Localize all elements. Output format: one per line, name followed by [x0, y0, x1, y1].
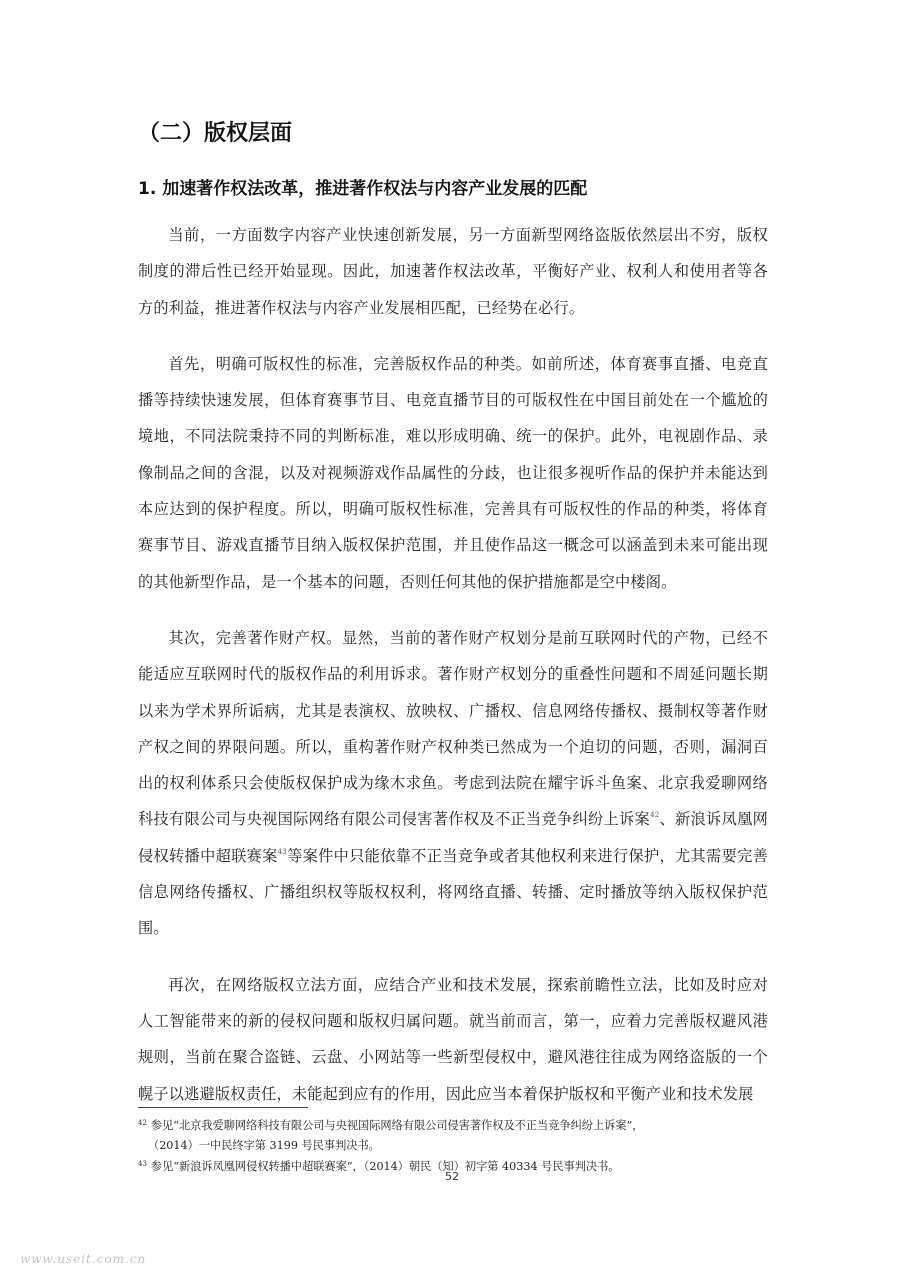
footnote-ref-43[interactable]: 43: [277, 847, 287, 856]
footnote-separator: [138, 1107, 308, 1108]
paragraph-1: 当前，一方面数字内容产业快速创新发展，另一方面新型网络盗版依然层出不穷，版权制度的滞后性已经开始显现。因此，加速著作权法改革，平衡好产业、权利人和使用者等各方的利益，推进著作权法与内容产业发展相匹配，已经势在必行。: [138, 226, 768, 317]
paragraph-3: [138, 620, 768, 947]
paragraph-4: 再次，在网络版权立法方面，应结合产业和技术发展，探索前瞻性立法，比如及时应对人工智能带来的新的侵权问题和版权归属问题。就当前而言，第一，应着力完善版权避风港规则，当前在聚合盗链、云盘、小网站等一些新型侵权中，避风港往往成为网络盗版的一个幌子以逃避版权责任，未能起到应有的作用，因此应当本着保护版权和平衡产业和技术发展: [138, 975, 768, 1103]
footnotes: [138, 1114, 778, 1177]
paragraph-3-part-a: 其次，完善著作财产权。显然，当前的著作财产权划分是前互联网时代的产物，已经不能适应互联网时代的版权作品的利用诉求。著作财产权划分的重叠性问题和不周延问题长期以来为学术界所诟病，尤其是表演权、放映权、广播权、信息网络传播权、摄制权等著作财产权之间的界限问题。所以，重构著作财产权种类已然成为一个迫切的问题，否则，漏洞百出的权利体系只会使版权保护成为缘木求鱼。考虑到法院在耀宇诉斗鱼案、北京我爱聊网络科技有限公司与央视国际网络有限公司侵害著作权及不正当竞争纠纷上诉案: [138, 628, 768, 829]
footnote-ref-42[interactable]: 42: [650, 811, 660, 820]
watermark: www.useit.com.cn: [20, 1252, 147, 1266]
footnote-43-mark: 43: [138, 1160, 147, 1168]
body-text: [138, 217, 768, 1132]
footnote-42-mark: 42: [138, 1119, 147, 1127]
section-title: （二）版权层面: [138, 121, 293, 146]
paragraph-2: 首先，明确可版权性的标准，完善版权作品的种类。如前所述，体育赛事直播、电竞直播等持续快速发展，但体育赛事节目、电竞直播节目的可版权性在中国目前处在一个尴尬的境地，不同法院秉持不同的判断标准，难以形成明确、统一的保护。此外，电视剧作品、录像制品之间的含混，以及对视频游戏作品属性的分歧，也让很多视听作品的保护并未能达到本应达到的保护程度。所以，明确可版权性标准，完善具有可版权性的作品的种类，将体育赛事节目、游戏直播节目纳入版权保护范围，并且使作品这一概念可以涵盖到未来可能出现的其他新型作品，是一个基本的问题，否则任何其他的保护措施都是空中楼阁。: [138, 354, 768, 591]
footnote-42: [138, 1114, 778, 1136]
footnote-42-continuation: （2014）一中民终字第 3199 号民事判决书。: [148, 1138, 380, 1152]
paragraph-3-part-b: 、新浪诉凤凰网侵权转播中超联赛案: [138, 810, 768, 865]
footnote-43-text: 参见“新浪诉凤凰网侵权转播中超联赛案”，（2014）朝民（知）初字第 40334 号民事判决书。: [150, 1160, 620, 1173]
paragraph-3-part-c: 等案件中只能依靠不正当竞争或者其他权利来进行保护，尤其需要完善信息网络传播权、广播组织权等版权权利，将网络直播、转播、定时播放等纳入版权保护范围。: [138, 846, 768, 938]
page-number: 52: [445, 1170, 459, 1183]
subsection-title: 1. 加速著作权法改革，推进著作权法与内容产业发展的匹配: [138, 179, 588, 199]
footnote-42-text-line1: 参见“北京我爱聊网络科技有限公司与央视国际网络有限公司侵害著作权及不正当竞争纠纷上诉案”，: [150, 1119, 644, 1132]
